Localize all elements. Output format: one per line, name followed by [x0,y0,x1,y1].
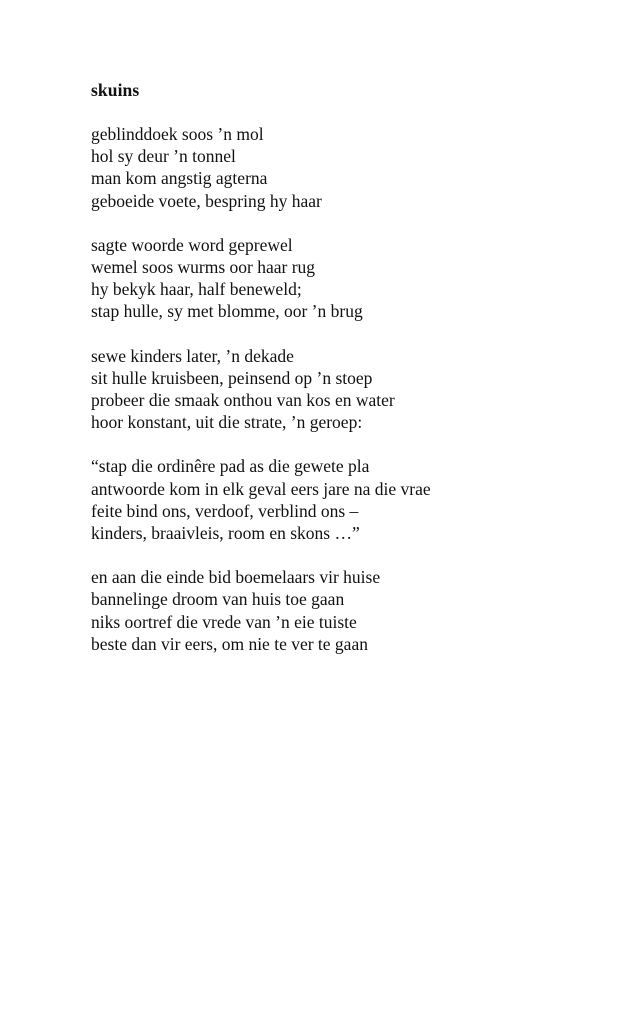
poem-line: probeer die smaak onthou van kos en water [91,390,395,411]
poem-line: hoor konstant, uit die strate, ’n geroep: [91,412,363,433]
poem-line: sewe kinders later, ’n dekade [91,345,294,366]
poem-line: geboeide voete, bespring hy haar [91,190,322,211]
poem-line: bannelinge droom van huis toe gaan [91,589,345,610]
poem-line: en aan die einde bid boemelaars vir huise [91,567,381,588]
poem-title: skuins [91,80,140,100]
poem-line: geblinddoek soos ’n mol [91,124,264,144]
poem-line: sit hulle kruisbeen, peinsend op ’n stoep [91,367,373,388]
stanza-2 [91,234,611,323]
poem-line: stap hulle, sy met blomme, oor ’n brug [91,301,363,322]
poem-line: hol sy deur ’n tonnel [91,146,236,167]
poem-line: antwoorde kom in elk geval eers jare na die vrae [91,478,431,499]
poem-page [91,79,611,677]
poem-line: sagte woorde word geprewel [91,234,293,255]
poem-line: “stap die ordinêre pad as die gewete pla [91,456,370,477]
poem-line: hy bekyk haar, half beneweld; [91,279,302,300]
stanza-1 [91,123,611,212]
stanza-4 [91,455,611,544]
stanza-3 [91,345,611,434]
poem-line: wemel soos wurms oor haar rug [91,257,316,278]
poem-line: beste dan vir eers, om nie te ver te gaan [91,633,368,654]
poem-line: kinders, braaivleis, room en skons …” [91,523,360,544]
poem-line: man kom angstig agterna [91,168,268,189]
stanza-5 [91,566,611,655]
poem-line: niks oortref die vrede van ’n eie tuiste [91,611,357,632]
poem-line: feite bind ons, verdoof, verblind ons – [91,500,359,521]
